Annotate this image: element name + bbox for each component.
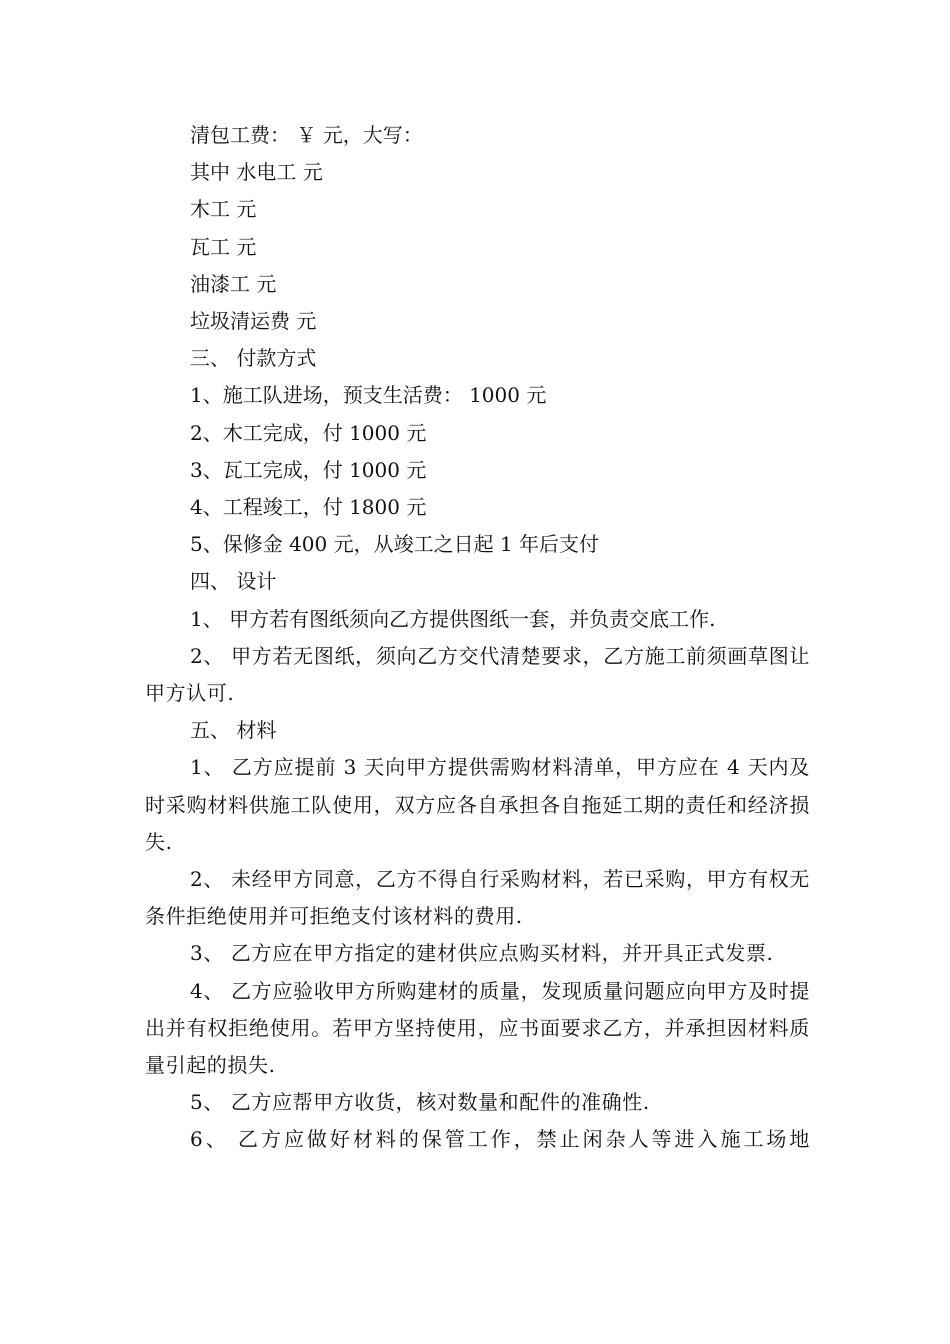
payment-item: 2、木工完成，付 1000 元 [190,420,427,445]
payment-item: 5、保修金 400 元，从竣工之日起 1 年后支付 [190,532,600,557]
document-body [145,117,810,1159]
materials-item: 2、 未经甲方同意，乙方不得自行采购材料，若已采购，甲方有权无条件拒绝使用并可拒绝支付该材料的费用. [145,867,810,929]
section-heading-materials: 五、 材料 [190,718,277,743]
payment-item: 4、工程竣工，付 1800 元 [190,495,427,520]
labor-fee-line: 清包工费： ￥ 元，大写： [190,123,423,147]
section-heading-payment: 三、 付款方式 [190,346,317,371]
carpentry-line: 木工 元 [190,197,257,222]
materials-item: 1、 乙方应提前 3 天向甲方提供需购材料清单，甲方应在 4 天内及时采购材料供施工队使用，双方应各自承担各自拖延工期的责任和经济损失. [145,755,810,854]
materials-item: 6、 乙方应做好材料的保管工作，禁止闲杂人等进入施工场地 [190,1127,810,1152]
payment-item: 3、瓦工完成，付 1000 元 [190,457,427,482]
materials-item: 3、 乙方应在甲方指定的建材供应点购买材料，并开具正式发票. [190,941,774,966]
tiling-line: 瓦工 元 [190,234,257,259]
design-item: 1、 甲方若有图纸须向乙方提供图纸一套，并负责交底工作. [190,606,716,631]
design-item: 2、 甲方若无图纸，须向乙方交代清楚要求，乙方施工前须画草图让甲方认可. [145,643,810,706]
payment-item: 1、施工队进场，预支生活费： 1000 元 [190,383,547,408]
waste-removal-line: 垃圾清运费 元 [190,309,317,334]
plumbing-electric-line: 其中 水电工 元 [190,160,323,185]
materials-item: 5、 乙方应帮甲方收货，核对数量和配件的准确性. [190,1090,650,1115]
section-heading-design: 四、 设计 [190,569,277,594]
painting-line: 油漆工 元 [190,271,277,296]
materials-item: 4、 乙方应验收甲方所购建材的质量，发现质量问题应向甲方及时提出并有权拒绝使用。若甲方坚持使用，应书面要求乙方，并承担因材料质量引起的损失. [145,978,810,1078]
